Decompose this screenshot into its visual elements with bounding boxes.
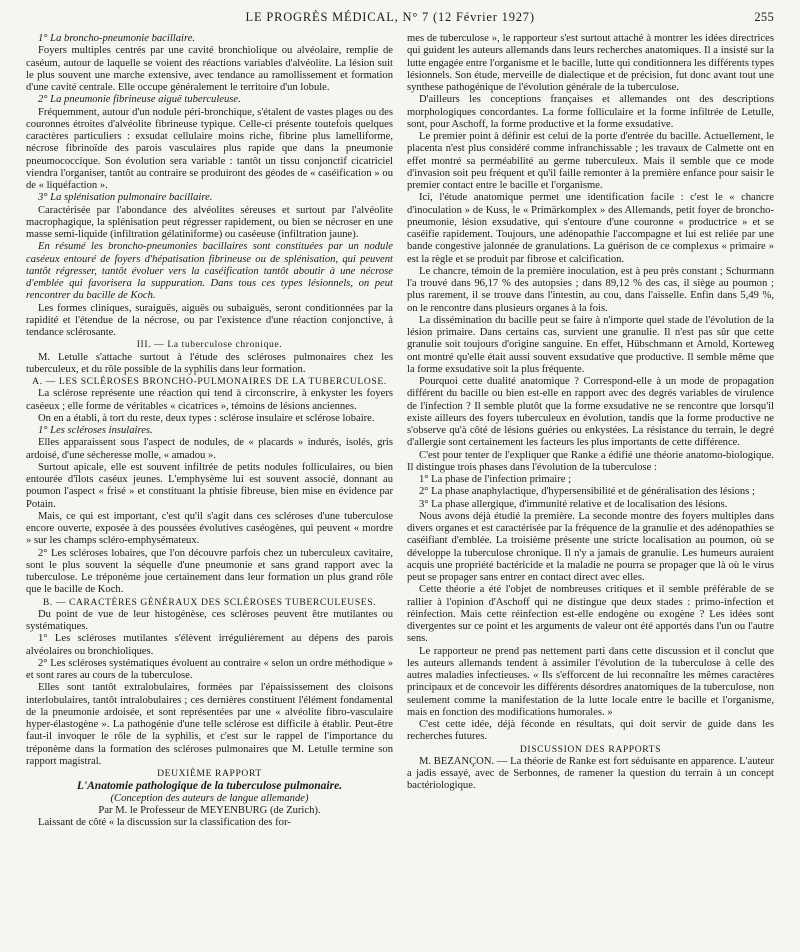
paragraph: C'est pour tenter de l'expliquer que Ranke a édifié une théorie anatomo-biologique. Il distingue trois phases dans l'évolution de la tuberculose :	[407, 449, 774, 473]
paragraph: Caractérisée par l'abondance des alvéolites séreuses et surtout par l'alvéolite macrophagique, la splénisation peut régresser rapidement, ou bien se nécroser en une masse semi-liquide (infiltration gélatiniforme) ou caséeuse (infiltration jaune).	[26, 204, 393, 240]
paragraph: Le premier point à définir est celui de la porte d'entrée du bacille. Actuellement, le placenta n'est plus considéré comme infranchissable ; les travaux de Calmette ont en effet montré sa perméabilité au germe tuberculeux. Mais il semble que ce mode d'invasion soit peu fréquent et qu'il faille remonter à la première enfance pour saisir le premier contact entre le bacille et l'organisme.	[407, 131, 774, 191]
paragraph: 3° La phase allergique, d'immunité relative et de localisation des lésions.	[419, 498, 728, 510]
paragraph: Par M. le Professeur de MEYENBURG (de Zurich).	[98, 804, 321, 816]
section-heading: B. — CARACTÈRES GÉNÉRAUX DES SCLÉROSES TUBERCULEUSES.	[42, 596, 377, 608]
paragraph: D'ailleurs les conceptions françaises et allemandes ont des descriptions morphologiques concordantes. La forme folliculaire et la forme infiltrée de Letulle, sont, pour Aschoff, la forme productive et la forme exsudative.	[407, 94, 774, 130]
paragraph: En résumé les broncho-pneumonies bacillaires sont constituées par un nodule caséeux entouré de foyers d'hépatisation fibrineuse ou de splénisation, qui peuvent tantôt régresser, tantôt évoluer vers la caséification tantôt aboutir à une nécrose d'emblée qui favorisera la suppuration. Dans tous ces types lésionnels, on peut rencontrer du bacille de Koch.	[26, 241, 393, 302]
paragraph: Nous avons déjà étudié la première. La seconde montre des foyers multiples dans divers organes et est caractérisée par la fréquence de la granulie et des adénopathies se caséifiant d'emblée. La troisième présente une stricte localisation au poumon, où se développe la tuberculose chronique. Il n'y a jamais de granulie. Les humeurs auraient acquis une propriété bactéricide et la maladie ne pourra se propager que là où le virus peut se propager sans entrer en contact direct avec elles.	[407, 510, 774, 583]
text-columns	[26, 33, 774, 829]
paragraph: 2° La phase anaphylactique, d'hypersensibilité et de généralisation des lésions ;	[419, 486, 755, 498]
paragraph: Ici, l'étude anatomique permet une identification facile : c'est le « chancre d'inoculation » de Kuss, le « Primärkomplex » des Allemands, petit foyer de broncho-pneumonie, lésion exsudative, qui s'entoure d'une couronne « productrice » et se caséifie rapidement. Toujours, une adénopathie l'accompagne et lui est reliée par une bande congestive jalonnée de granulations. La guérison de ce complexus « primaire » est la règle et se produit par fibrose et calcification.	[407, 192, 774, 265]
section-heading: DEUXIÈME RAPPORT	[157, 768, 262, 779]
paragraph: M. Letulle s'attache surtout à l'étude des scléroses pulmonaires chez les tuberculeux, et du rôle possible de la syphilis dans leur formation.	[26, 351, 393, 375]
paragraph: C'est cette idée, déjà féconde en résultats, qui doit servir de guide dans les recherches futures.	[407, 719, 774, 743]
left-column	[26, 33, 393, 829]
journal-title: LE PROGRÈS MÉDICAL, N° 7 (12 Février 1927)	[245, 10, 535, 24]
section-heading: III. — La tuberculose chronique.	[136, 339, 283, 351]
paragraph: Fréquemment, autour d'un nodule péri-bronchique, s'étalent de vastes plages ou des couronnes étroites d'alvéolite fibrineuse typique. Celle-ci présente toutefois quelques caractères particuliers : exsudat cellulaire moins riche, fibrine plus lamelliforme, nécrose fibrinoïde des parois vasculaires plus rapide que dans la pneumonie pneumococcique. Son évolution sera variable : tantôt un tissu conjonctif cicatriciel viendra l'organiser, tantôt au contraire se produiront des géodes de « caséification » ou de « liquéfaction ».	[26, 106, 393, 191]
paragraph: Cette théorie a été l'objet de nombreuses critiques et il semble préférable de se rallier à l'opinion d'Aschoff qui ne distingue que deux stades : primo-infection et réinfection. Mais cette réinfection est-elle endogène ou exogène ? Les idées sont divergentes sur ce point et les arguments de valeur ont été apportés dans l'un ou l'autre sens.	[407, 584, 774, 645]
paragraph: Mais, ce qui est important, c'est qu'il s'agit dans ces scléroses d'une tuberculose encore ouverte, exposée à des poussées évolutives caséogènes, qui peuvent « mordre » sur les champs scléro-emphysémateux.	[26, 510, 393, 547]
section-heading: DISCUSSION DES RAPPORTS	[519, 743, 662, 755]
page-number: 255	[754, 10, 774, 24]
paragraph: Laissant de côté « la discussion sur la classification des for-	[38, 817, 291, 828]
paragraph: 1° Les scléroses insulaires.	[38, 425, 153, 436]
paragraph: 1° Les scléroses mutilantes s'élèvent irrégulièrement au dépens des parois alvéolaires ou bronchioliques.	[26, 633, 393, 657]
section-heading: A. — LES SCLÉROSES BRONCHO-PULMONAIRES DE LA TUBERCULOSE.	[32, 376, 387, 387]
paragraph: 1° La phase de l'infection primaire ;	[419, 474, 572, 485]
paragraph: La sclérose représente une réaction qui tend à circonscrire, à enkyster les foyers caséeux ; elle forme de véritables « cicatrices », témoins de lésions anciennes.	[26, 388, 393, 412]
paragraph: Pourquoi cette dualité anatomique ? Correspond-elle à un mode de propagation différent du bacille ou bien est-elle en rapport avec des degrés variables de virulence de l'infection ? Il semble plutôt que la forme exsudative ne se rencontre que lorsqu'il existe ailleurs des foyers tuberculeux en évolution, tandis que la forme productive ne s'observe qu'à côté de lésions guéries ou enkystées. La résistance du terrain, le degré d'allergie sont certainement les facteurs les plus importants de cette différence.	[407, 376, 774, 449]
paragraph: 3° La splénisation pulmonaire bacillaire.	[38, 192, 213, 204]
paragraph: Le rapporteur ne prend pas nettement parti dans cette discussion et il conclut que les auteurs allemands tendent à assimiler l'évolution de la tuberculose à celle des autres maladies infectieuses. « Ils s'efforcent de lui reconnaître les mêmes caractères principaux et de concevoir les différents désordres anatomiques de la tuberculose, non seulement comme la manifestation de la lutte locale entre le bacille et l'organisme, mais en fonction des modifications humorales. »	[407, 645, 774, 718]
right-column	[407, 33, 774, 829]
paragraph: 2° Les scléroses lobaires, que l'on découvre parfois chez un tuberculeux cavitaire, sont le plus souvent la séquelle d'une pneumonie et sans grand rapport avec la tuberculose. Le tréponème joue certainement dans leur formation un plus grand rôle que le bacille de Koch.	[26, 547, 393, 596]
paragraph: 2° Les scléroses systématiques évoluent au contraire « selon un ordre méthodique » et sont rares au cours de la tuberculose.	[26, 657, 393, 681]
paragraph: 2° La pneumonie fibrineuse aiguë tuberculeuse.	[38, 94, 241, 106]
paragraph: (Conception des auteurs de langue allemande)	[110, 792, 309, 804]
paragraph: 1° La broncho-pneumonie bacillaire.	[38, 33, 196, 44]
paragraph: Du point de vue de leur histogénèse, ces scléroses peuvent être mutilantes ou systématiques.	[26, 608, 393, 632]
paragraph: mes de tuberculose », le rapporteur s'est surtout attaché à montrer les idées directrices qui guident les auteurs allemands dans leurs recherches anatomiques. Il a insisté sur la lutte engagée entre l'organisme et le bacille, lutte qui conditionnera les différents types lésionnels. Son étude, merveille de dialectique et de précision, fut donc avant tout une synthese pathogénique de l'évolution générale de la tuberculose.	[407, 33, 774, 93]
paragraph: M. BEZANÇON. — La théorie de Ranke est fort séduisante en apparence. L'auteur a jadis essayé, avec de Serbonnes, de ramener la question du terrain à un concept bactériologique.	[407, 755, 774, 792]
paragraph: Le chancre, témoin de la première inoculation, est à peu près constant ; Schurmann l'a trouvé dans 96,17 % des autopsies ; dans 89,12 % des cas, il siège au poumon ; plus rarement, il se trouve dans l'intestin, au cou, dans l'aisselle. Enfin dans 5,49 %, on le rencontre dans plusieurs organes à la fois.	[407, 265, 774, 314]
paragraph: La dissémination du bacille peut se faire à n'importe quel stade de l'évolution de la lésion primaire. Dans certains cas, survient une granulie. Il n'est pas sûr que cette granulie soit toujours d'origine sanguine. En effet, Hübschmann et Arnold, Korteweg ont montré qu'elle était aussi souvent exsudative que productive. Il semble même que la forme exsudative soit la plus fréquente.	[407, 314, 774, 375]
paragraph: On en a établi, à tort du reste, deux types : sclérose insulaire et sclérose lobaire.	[38, 412, 375, 424]
report-title: L'Anatomie pathologique de la tuberculose pulmonaire.	[76, 780, 343, 793]
paragraph: Elles sont tantôt extralobulaires, formées par l'épaississement des cloisons interlobulaires, tantôt intralobulaires ; ces dernières constituent l'élément fondamental de la pneumonie ardoisée, et sont représentées par une « alvéolite fibro-vasculaire hyper-élastogène ». La pathogénie d'une telle sclérose est difficile à établir. Peut-être faut-il invoquer le rôle de la syphilis, et c'est sur le rappel de l'importance du tréponème dans la formation des scléroses pulmonaires que M. Letulle termine son rapport magistral.	[26, 682, 393, 767]
running-header	[26, 10, 774, 29]
paragraph: Elles apparaissent sous l'aspect de nodules, de « placards » indurés, isolés, gris ardoisé, d'une sécheresse molle, « amadou ».	[26, 437, 393, 461]
paragraph: Les formes cliniques, suraiguës, aiguës ou subaiguës, seront conditionnées par la rapidité et l'étendue de la nécrose, ou par l'existence d'une réaction conjonctive, à tendance sclérosante.	[26, 302, 393, 338]
paragraph: Surtout apicale, elle est souvent infiltrée de petits nodules folliculaires, ou bien entourée d'îlots caséux jeunes. L'emphysème lui est souvent associé, donnant au poumon l'aspect « frisé » et constituant la phtisie fibreuse, bien mise en évidence par Potain.	[26, 461, 393, 510]
paragraph: Foyers multiples centrés par une cavité bronchiolique ou alvéolaire, remplie de caséum, autour de laquelle se voient des réactions variables d'alvéolite. La lésion suit le plus souvent une marche extensive, avec tendance au ramollissement et formation d'une cavité centrale. Elle occupe généralement le territoire d'un lobule.	[26, 45, 393, 93]
